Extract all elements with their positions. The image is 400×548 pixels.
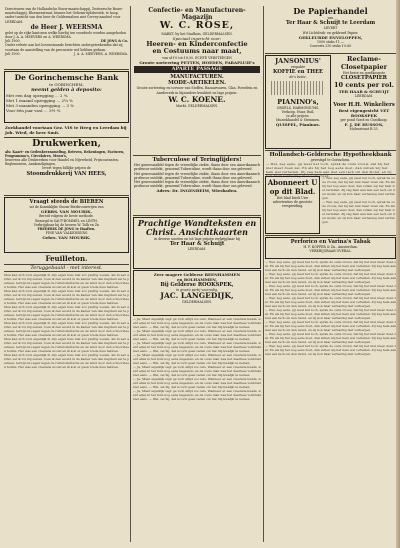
column-right	[265, 6, 396, 542]
papierhandel-title: De Papierhandel	[293, 6, 368, 16]
rose-title: Confectie- en Manufacturen-Magazijn	[148, 7, 246, 21]
tabak-title: Perforico en Varina's Tabak	[290, 239, 371, 245]
pianos-title: PIANINO's,	[277, 97, 319, 106]
closet-title: Reclame-Closetpapier	[340, 55, 388, 71]
listing-right: — Wel, zeg eens, gij weet het toch, sprak de oude vrouw, dat hij het niet meer doen zal. En als hij het nog eens doet, dan zullen wij het hem wel vertellen. Zij zag hem aan met een lach om den mond, en zij kon haar verbazing niet verbergen. — Wel, zeg eens, gij weet het toch, sprak de oude vrouw, dat hij het niet meer doen zal. En als hij het nog eens doet, dan zullen wij het hem wel vertellen. Zij zag hem aan met een lach om den mond, en zij kon haar verbazing niet verbergen.	[322, 176, 395, 224]
wall-texts-title: Prachtige Wandteksten en Christ. Ansichtkaarten	[137, 218, 257, 237]
ad-beer: Vraagt steeds de BIEREN uit de Koninklijke Stoom-Bierbrouwerijen van GEBRS. VAN MOURIK. Bereid volgens de beste methode. Bezorgd in SAUT-BOMMEL en LINTH. Verkrijgbaar bij de heeren W. Tolk en Zn FREDERIK DE JONG te Haaften. FINE VAN VALKENBURG Gebrs. VAN MOURIK.	[4, 197, 129, 253]
ads-row	[265, 54, 396, 151]
column-left	[4, 6, 129, 542]
feuilleton-subtitle: Teruggebaald - met interest.	[4, 264, 129, 272]
feuilleton-body: Men kan zich toch eigenlijk in zijn eigen huis niet zóó prettig voelen, als in een ander, zei ik tot mij zelven, toen ik den avond in de kamer van den kapitein zat te peinzen, terwijl de regen tegen de ruiten kletterde en de wind door den schoorsteen huilde. Het was een vreemde avond en ik kon er geen vrede mee hebben.	[4, 273, 129, 289]
notice-weersma: Directeuren van de Hollandsche Bouw-maatschappij, Zwitsersche Bouw-maatschappij, Bloemenstraat, binnen het Geheim-tijdsbestek, te koop, onder toezicht van den heer de Geldermalsen met Cervey-aandeel voor LEERDAM. de Heer J. WEERSMA gelet op de rijke kantoren welke hierbij ten voordeele worden aangeboden door J. A. A. MEEVERS en A. WEERSMA. Juli 1900. DE JONG & Co. Onder referte aan het bovenstaande berichten ondergeteekenden dat zij voortaan de aanstelling van de procuratie wel hebben gedaan. Juli 1900. J. A. A. MEEVERS, A. WEERSMA.	[4, 6, 129, 70]
ad-hypotheekbank: Hollandsch-Geldersche Hypotheekbank gevestigd te Gorinchem. — Wel, zeg eens, gij weet het toch, sprak de oude vrouw, dat hij het niet meer doen zal. En als hij het nog eens doet, dan zullen wij het hem wel vertellen. Zij zag hem aan met een lach om den mond, en zij kon haar verbazing niet verbergen.	[265, 151, 396, 175]
ad-abonneert: Abonneert U op dit Blad. Het blad biedt Uwe advertenties de grootste verspreiding.	[265, 176, 320, 234]
feuilleton-title: Feuilleton.	[45, 254, 88, 263]
ad-wall-texts: Prachtige Wandteksten en Christ. Ansichtkaarten in diverse soorten en tot lage prijzen verkrijgbaar bij Ter Haar & Schuijt LEERDAM.	[133, 217, 261, 269]
column-rule	[130, 6, 131, 542]
ad-papierhandel: De Papierhandel van Ter Haar & Schuijt te Leerdam LEVERT Wit Lichtdruk- en gekleurd Papier. GEKLEURDE ENVELOPPEN, 1000 stuks f 1.— Couverts 250 stuks f 0.60	[265, 6, 396, 54]
feuilleton: Feuilleton. Teruggebaald - met interest. Men kan zich toch eigenlijk in zijn eigen huis niet zóó prettig voelen, als in een ander, zei ik tot mij zelven, toen ik den avond in de kamer van den kapitein zat te peinzen, terwijl de regen tegen de ruiten kletterde en de wind door den schoorsteen huilde. Het was een vreemde avond en ik kon er geen vrede mee hebben. Men kan zich toch eigenlijk in zijn eigen huis niet zóó prettig voelen, als in een ander, zei ik tot mij zelven, toen ik den avond in de kamer van den kapitein zat te peinzen, terwijl de regen tegen de ruiten kletterde en de wind door den schoorsteen huilde. Het was een vreemde avond en ik kon er geen vrede mee hebben. Men kan zich toch eigenlijk in zijn eigen huis niet zóó prettig voelen, als in een ander, zei ik tot mij zelven, toen ik den avond in de kamer van den kapitein zat te peinzen, terwijl de regen tegen de ruiten kletterde en de wind door den schoorsteen huilde. Het was een vreemde avond en ik kon er geen vrede mee hebben. Men kan zich toch eigenlijk in zijn eigen huis niet zóó prettig voelen, als in een ander, zei ik tot mij zelven, toen ik den avond in de kamer van den kapitein zat te peinzen, terwijl de regen tegen de ruiten kletterde en de wind door den schoorsteen huilde. Het was een vreemde avond en ik kon er geen vrede mee hebben. Men kan zich toch eigenlijk in zijn eigen huis niet zóó prettig voelen, als in een ander, zei ik tot mij zelven, toen ik den avond in de kamer van den kapitein zat te peinzen, terwijl de regen tegen de ruiten kletterde en de wind door den schoorsteen huilde. Het was een vreemde avond en ik kon er geen vrede mee hebben. Men kan zich toch eigenlijk in zijn eigen huis niet zóó prettig voelen, als in een ander, zei ik tot mij zelven, toen ik den avond in de kamer van den kapitein zat te peinzen, terwijl de regen tegen de ruiten kletterde en de wind door den schoorsteen huilde. Het was een vreemde avond en ik kon er geen vrede mee hebben.	[4, 254, 129, 369]
ad-rose-magazijn: Confectie- en Manufacturen-Magazijn W. C. ROSE, MARKT, by het Stadhuis, GELDERMALSEN. Speciaal ingericht voor: Heeren- en Kinderconfectie en Costuums naar maat, van af f 0 tot f 8,50. ECHTE VERSTEEGEN Groote sorteering PETTEN, HOEDEN, PARAPLUIE's APARTE PASSAGE MANUFACTUREN. MODE-ARTIKELEN. Groote sorteering en toevoer van Stoffen, Bazaarwaren, Glas, Porselein en Aardewerk in bijzondere kwaliteit en lage prijzen. W. C. KOENE. Markt, GELDERMALSEN.	[133, 6, 261, 156]
hams-maker: JAC. LANGEDIJK,	[160, 291, 234, 301]
abonneert-title: Abonneert U op dit Blad.	[267, 178, 318, 196]
column-middle	[133, 6, 261, 542]
bank-title: De Gorinchemsche Bank	[14, 73, 119, 82]
page-edge	[396, 0, 400, 548]
jansonius-title: JANSONIUS'	[275, 57, 321, 65]
ad-gorinchem-bank: De Gorinchemsche Bank te GORINCHEM, neemt gelden à deposito: Met een dag opzegging ... 2 % Met 1 maand opzegging ... 2¼ % Met 3 maanden opzegging ... 3 % Voor één jaar vast ... 3½ %	[4, 71, 129, 123]
winkeliers-title: Voor H.H. Winkeliers	[333, 101, 395, 108]
rose-name: W. C. ROSE,	[159, 20, 235, 31]
hypotheekbank-title: Hollandsch-Geldersche Hypotheekbank	[269, 152, 392, 158]
ad-jansonius: JANSONIUS' verpakte KOFFIE en THEE de's beste. PIANINO's, ORGELS, HARMONIUMS, Verkoop, Huur, Ruil, in alle prijzen. Muziekhandel & Stemmen. QUISPEL, Pianinos.	[265, 55, 331, 149]
ad-hams: Zeer magere Gelderse BEENHAMMEN en ROLHAMMEN, Bij Gelderse ROOKSPEK, in groote partij voorradig. JAC. LANGEDIJK, GELDERMALSEN.	[133, 270, 261, 316]
ad-tabak: Perforico en Varina's Tabak H. F. KOPPER & Zn., Amsterdam. VERKRIJGBAAR OVERAL.	[265, 237, 396, 259]
ads-row-2	[265, 175, 396, 236]
column-rule	[263, 6, 264, 542]
print-title: Drukwerken,	[32, 138, 101, 149]
ad-print-shop: Drukwerken, als: Kaart- en Gedenkverzameling, Brieven, Rekeningen, Facturen, Programma's, Circulaires, Menu's, benevens alle Drukwerken voor Handel en Nijverheid, Prijscouranten, Reglementen, Aankondigingen, levert tegen billijke prijzen de Stoomdrukkerij VAN HEES,	[4, 138, 129, 196]
koene-title: W. C. KOENE.	[168, 94, 226, 104]
tuberculose-title: Tuberculose of Teringlijders!	[152, 157, 242, 163]
story-right: — Wel, zeg eens, gij weet het toch, sprak de oude vrouw, dat hij het niet meer doen zal. En als hij het nog eens doet, dan zullen wij het hem wel vertellen. Zij zag hem aan met een lach om den mond, en zij kon haar verbazing niet verbergen. — Wel, zeg eens, gij weet het toch, sprak de oude vrouw, dat hij het niet meer doen zal. En als hij het nog eens doet, dan zullen wij het hem wel vertellen. Zij zag hem aan met een lach om den mond, en zij kon haar verbazing niet verbergen. — Wel, zeg eens, gij weet het toch, sprak de oude vrouw, dat hij het niet meer doen zal. En als hij het nog eens doet, dan zullen wij het hem wel vertellen. Zij zag hem aan met een lach om den mond, en zij kon haar verbazing niet verbergen. — Wel, zeg eens, gij weet het toch, sprak de oude vrouw, dat hij het niet meer doen zal. En als hij het nog eens doet, dan zullen wij het hem wel vertellen. Zij zag hem aan met een lach om den mond, en zij kon haar verbazing niet verbergen. — Wel, zeg eens, gij weet het toch, sprak de oude vrouw, dat hij het niet meer doen zal. En als hij het nog eens doet, dan zullen wij het hem wel vertellen. Zij zag hem aan met een lach om den mond, en zij kon haar verbazing niet verbergen. — Wel, zeg eens, gij weet het toch, sprak de oude vrouw, dat hij het niet meer doen zal. En als hij het nog eens doet, dan zullen wij het hem wel vertellen. Zij zag hem aan met een lach om den mond, en zij kon haar verbazing niet verbergen. — Wel, zeg eens, gij weet het toch, sprak de oude vrouw, dat hij het niet meer doen zal. En als hij het nog eens doet, dan zullen wij het hem wel vertellen. Zij zag hem aan met een lach om den mond, en zij kon haar verbazing niet verbergen. — Wel, zeg eens, gij weet het toch, sprak de oude vrouw, dat hij het niet meer doen zal. En als hij het nog eens doet, dan zullen wij het hem wel vertellen. Zij zag hem aan met een lach om den mond, en zij kon haar verbazing niet verbergen.	[265, 260, 396, 356]
ad-closet-paper: Reclame-Closetpapier Het beste en goedkoopste CLOSETPAPIER 10 cents per rol. TER HAAR & SCHUIJT LEERDAM. Voor H.H. Winkeliers Best eigengesicht VET ROOKSPEK per pond Goed en Goedkoop. F. J. DE HUSSON, Molenstraat B 25.	[333, 55, 395, 132]
beer-title: Vraagt steeds de BIEREN	[29, 199, 104, 205]
ad-tuberculose: Tuberculose of Teringlijders! Het geneesmiddel tegen de vreeselijke ziekte, thans door een Amerikaansch professor ontdekt, genoemd Tuberculine, wordt thans door ons geleverd. Het geneesmiddel tegen de vreeselijke ziekte, thans door een Amerikaansch professor ontdekt, genoemd Tuberculine, wordt thans door ons geleverd. Het geneesmiddel tegen de vreeselijke ziekte, thans door een Amerikaansch professor ontdekt, genoemd Tuberculine, wordt thans door ons geleverd. Adres: Dr. INGENHEIM, Wiesbaden.	[133, 156, 261, 216]
ad-fish: Zoekhandel voortaan Gez. VIS te Heeg en Leerdam bij Joh. Wied, de heer Smit.	[4, 124, 129, 138]
story-middle: — Ja, Maar eigenlijk zegt ge toch altijd zoo iets. Wanneer er een vreemde kwam, werd alles in het huis nog eens nagezien; en de oude man was het daarmee volstrekt niet eens. — Wel, zei hij, dat is toch geen reden om het mij kwalijk te nemen. — Ja, Maar eigenlijk zegt ge toch altijd zoo iets. Wanneer er een vreemde kwam, werd alles in het huis nog eens nagezien; en de oude man was het daarmee volstrekt niet eens. — Wel, zei hij, dat is toch geen reden om het mij kwalijk te nemen. — Ja, Maar eigenlijk zegt ge toch altijd zoo iets. Wanneer er een vreemde kwam, werd alles in het huis nog eens nagezien; en de oude man was het daarmee volstrekt niet eens. — Wel, zei hij, dat is toch geen reden om het mij kwalijk te nemen. — Ja, Maar eigenlijk zegt ge toch altijd zoo iets. Wanneer er een vreemde kwam, werd alles in het huis nog eens nagezien; en de oude man was het daarmee volstrekt niet eens. — Wel, zei hij, dat is toch geen reden om het mij kwalijk te nemen. — Ja, Maar eigenlijk zegt ge toch altijd zoo iets. Wanneer er een vreemde kwam, werd alles in het huis nog eens nagezien; en de oude man was het daarmee volstrekt niet eens. — Wel, zei hij, dat is toch geen reden om het mij kwalijk te nemen. — Ja, Maar eigenlijk zegt ge toch altijd zoo iets. Wanneer er een vreemde kwam, werd alles in het huis nog eens nagezien; en de oude man was het daarmee volstrekt niet eens. — Wel, zei hij, dat is toch geen reden om het mij kwalijk te nemen. — Ja, Maar eigenlijk zegt ge toch altijd zoo iets. Wanneer er een vreemde kwam, werd alles in het huis nog eens nagezien; en de oude man was het daarmee volstrekt niet eens. — Wel, zei hij, dat is toch geen reden om het mij kwalijk te nemen.	[133, 317, 261, 401]
notice-name: de Heer J. WEERSMA	[30, 23, 103, 31]
jansonius-decoration	[271, 81, 325, 95]
